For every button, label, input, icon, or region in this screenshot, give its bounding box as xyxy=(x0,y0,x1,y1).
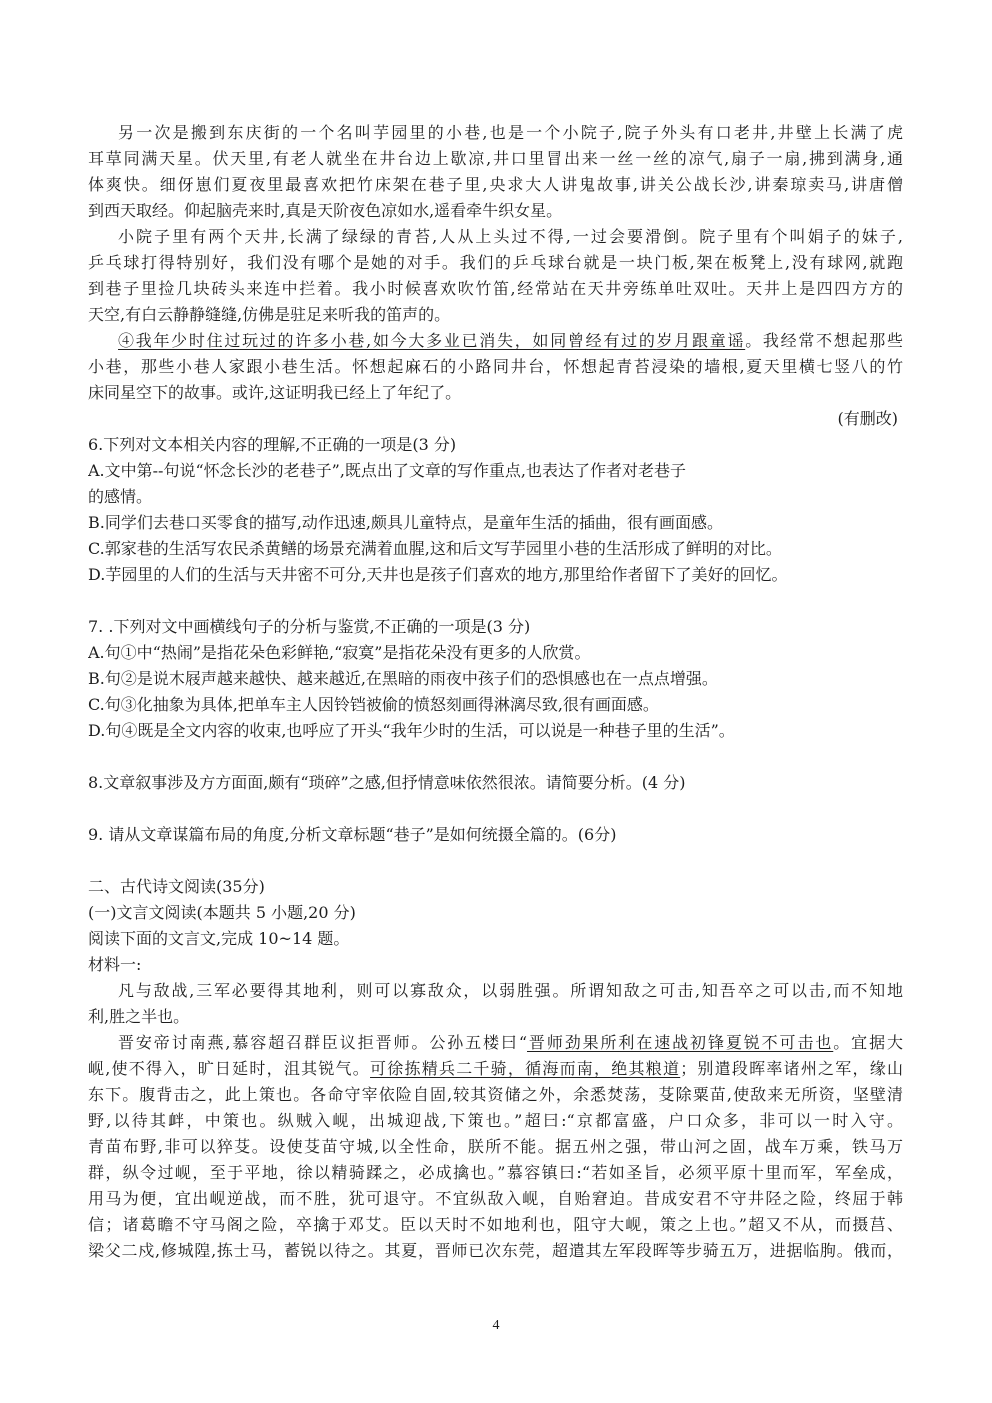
underlined-sentence: 可徐拣精兵二千骑，循海而南，绝其粮道 xyxy=(370,1059,681,1078)
spacer xyxy=(88,588,903,614)
passage-paragraph-1 xyxy=(88,120,903,224)
classical-text: 岘,使不得入，旷日延时，沮其锐气。 xyxy=(88,1059,371,1078)
passage-line xyxy=(88,328,903,354)
passage-line: 到巷子里捡几块砖头来连中拦着。我小时候喜欢吹竹笛,经常站在天井旁练单吐双吐。天井上是四四方方的 xyxy=(88,279,903,298)
passage-line: 床同星空下的故事。或许,这证明我已经上了年纪了。 xyxy=(88,383,462,402)
passage-line: 小院子里有两个天井,长满了绿绿的青苔,人从上头过不得,一过会要滑倒。院子里有个叫娟子的妹子, xyxy=(118,227,903,246)
passage-line: 天空,有白云静静缝缝,仿佛是驻足来听我的笛声的。 xyxy=(88,305,451,324)
question-6 xyxy=(88,432,903,588)
option-a-continuation: 的感情。 xyxy=(88,487,153,506)
spacer xyxy=(88,848,903,874)
spacer xyxy=(88,796,903,822)
option-a: A.句①中“热闹”是指花朵色彩鲜艳,“寂寞”是指花朵没有更多的人欣赏。 xyxy=(88,643,591,662)
question-9: 9. 请从文章谋篇布局的角度,分析文章标题“巷子”是如何统摄全篇的。(6分) xyxy=(88,825,617,844)
passage-paragraph-2 xyxy=(88,224,903,328)
option-b: B.句②是说木屐声越来越快、越来越近,在黑暗的雨夜中孩子们的恐惧感也在一点点增强。 xyxy=(88,669,718,688)
question-8: 8.文章叙事涉及方方面面,颇有“琐碎”之感,但抒情意味依然很浓。请简要分析。(4 分) xyxy=(88,773,686,792)
classical-line xyxy=(88,1030,903,1056)
page-content xyxy=(88,120,903,1264)
passage-line: 乒乓球打得特别好，我们没有哪个是她的对手。我们的乒乓球台就是一块门板,架在板凳上,没有球网,就跑 xyxy=(88,253,903,272)
passage-line: 体爽快。细伢崽们夏夜里最喜欢把竹床架在巷子里,央求大人讲鬼故事,讲关公战长沙,讲秦琼卖马,讲唐僧 xyxy=(88,175,903,194)
question-stem: 7. .下列对文中画横线句子的分析与鉴赏,不正确的一项是(3 分) xyxy=(88,617,531,636)
passage-text: 。我经常不想起那些 xyxy=(745,331,903,350)
classical-line xyxy=(88,1056,903,1082)
material-label: 材料一: xyxy=(88,955,142,974)
classical-line: 东下。腹背击之，此上策也。各命守宰依险自固,较其资储之外，余悉焚荡，芟除粟苗,使敌来无所资，坚壁清 xyxy=(88,1085,903,1104)
passage-paragraph-3 xyxy=(88,328,903,406)
page-number: 4 xyxy=(492,1318,500,1333)
classical-line: 用马为便，宜出岘逆战，而不胜，犹可退守。不宜纵敌入岘，自贻窘迫。昔成安君不守井陉之险，终屈于韩 xyxy=(88,1189,903,1208)
option-d: D.句④既是全文内容的收束,也呼应了开头“我年少时的生活，可以说是一种巷子里的生活”。 xyxy=(88,721,735,740)
classical-line: 利,胜之半也。 xyxy=(88,1007,190,1026)
section-heading: 二、古代诗文阅读(35分) xyxy=(88,877,265,896)
classical-line: 野,以待其衅，中策也。纵贼入岘，出城迎战,下策也。”超曰:“京都富盛，户口众多，非可以一时入守。 xyxy=(88,1111,903,1130)
option-d: D.芋园里的人们的生活与天井密不可分,天井也是孩子们喜欢的地方,那里给作者留下了美好的回忆。 xyxy=(88,565,788,584)
classical-text: 。宜据大 xyxy=(833,1033,903,1052)
passage-line: 到西天取经。仰起脑壳来时,真是天阶夜色凉如水,遥看牵牛织女星。 xyxy=(88,201,563,220)
section-instruction: 阅读下面的文言文,完成 10~14 题。 xyxy=(88,929,350,948)
classical-line: 凡与敌战,三军必要得其地利，则可以寡敌众，以弱胜强。所谓知敌之可击,知吾卒之可以击,而不知地 xyxy=(118,981,903,1000)
passage-line: 另一次是搬到东庆街的一个名叫芋园里的小巷,也是一个小院子,院子外头有口老井,井壁上长满了虎 xyxy=(118,123,903,142)
passage-line: 小巷，那些小巷人家跟小巷生活。怀想起麻石的小路同井台，怀想起青苔浸染的墙根,夏天里横七竖八的竹 xyxy=(88,357,903,376)
section-2 xyxy=(88,874,903,1264)
source-note: (有删改) xyxy=(837,409,898,428)
passage-line: 耳草同满天星。伏天里,有老人就坐在井台边上歇凉,井口里冒出来一丝一丝的凉气,扇子一扇,拂到满身,通 xyxy=(88,149,903,168)
underlined-sentence-4: ④我年少时住过玩过的许多小巷,如今大多业已消失，如同曾经有过的岁月跟童谣 xyxy=(118,331,746,350)
section-subheading: (一)文言文阅读(本题共 5 小题,20 分) xyxy=(88,903,356,922)
classical-line: 青苗布野,非可以猝芟。设使芟苗守城,以全性命，朕所不能。据五州之强，带山河之固，战车万乘，铁马万 xyxy=(88,1137,903,1156)
underlined-sentence: 晋师劲果所利在速战初锋夏锐不可击也 xyxy=(527,1033,834,1052)
option-b: B.同学们去巷口买零食的描写,动作迅速,颇具儿童特点，是童年生活的插曲，很有画面感。 xyxy=(88,513,724,532)
question-7 xyxy=(88,614,903,744)
classical-line: 群，纵令过岘，至于平地，徐以精骑蹂之，必成擒也。”慕容镇曰:“若如圣旨，必须平原十里而军，军垒成， xyxy=(88,1163,903,1182)
option-a: A.文中第--句说“怀念长沙的老巷子”,既点出了文章的写作重点,也表达了作者对老巷子 xyxy=(88,461,686,480)
classical-text: ；别遣段晖率诸州之军，缘山 xyxy=(680,1059,903,1078)
classical-text: 晋安帝讨南燕,慕容超召群臣议拒晋师。公孙五楼曰“ xyxy=(118,1033,528,1052)
material-1-paragraph-1 xyxy=(88,978,903,1030)
classical-line: 信；诸葛瞻不守马阁之险，卒擒于邓艾。臣以天时不如地利也，阻守大岘，策之上也。”超又不从，而摄莒、 xyxy=(88,1215,903,1234)
question-stem: 6.下列对文本相关内容的理解,不正确的一项是(3 分) xyxy=(88,435,457,454)
spacer xyxy=(88,744,903,770)
option-c: C.句③化抽象为具体,把单车主人因铃铛被偷的愤怒刻画得淋漓尽致,很有画面感。 xyxy=(88,695,659,714)
classical-line: 梁父二戍,修城隍,拣士马，蓄锐以待之。其夏，晋师已次东莞，超遣其左军段晖等步骑五万，进据临朐。俄而， xyxy=(88,1241,903,1260)
material-1-paragraph-2 xyxy=(88,1030,903,1264)
option-c: C.郭家巷的生活写农民杀黄鳝的场景充满着血腥,这和后文写芋园里小巷的生活形成了鲜明的对比。 xyxy=(88,539,782,558)
